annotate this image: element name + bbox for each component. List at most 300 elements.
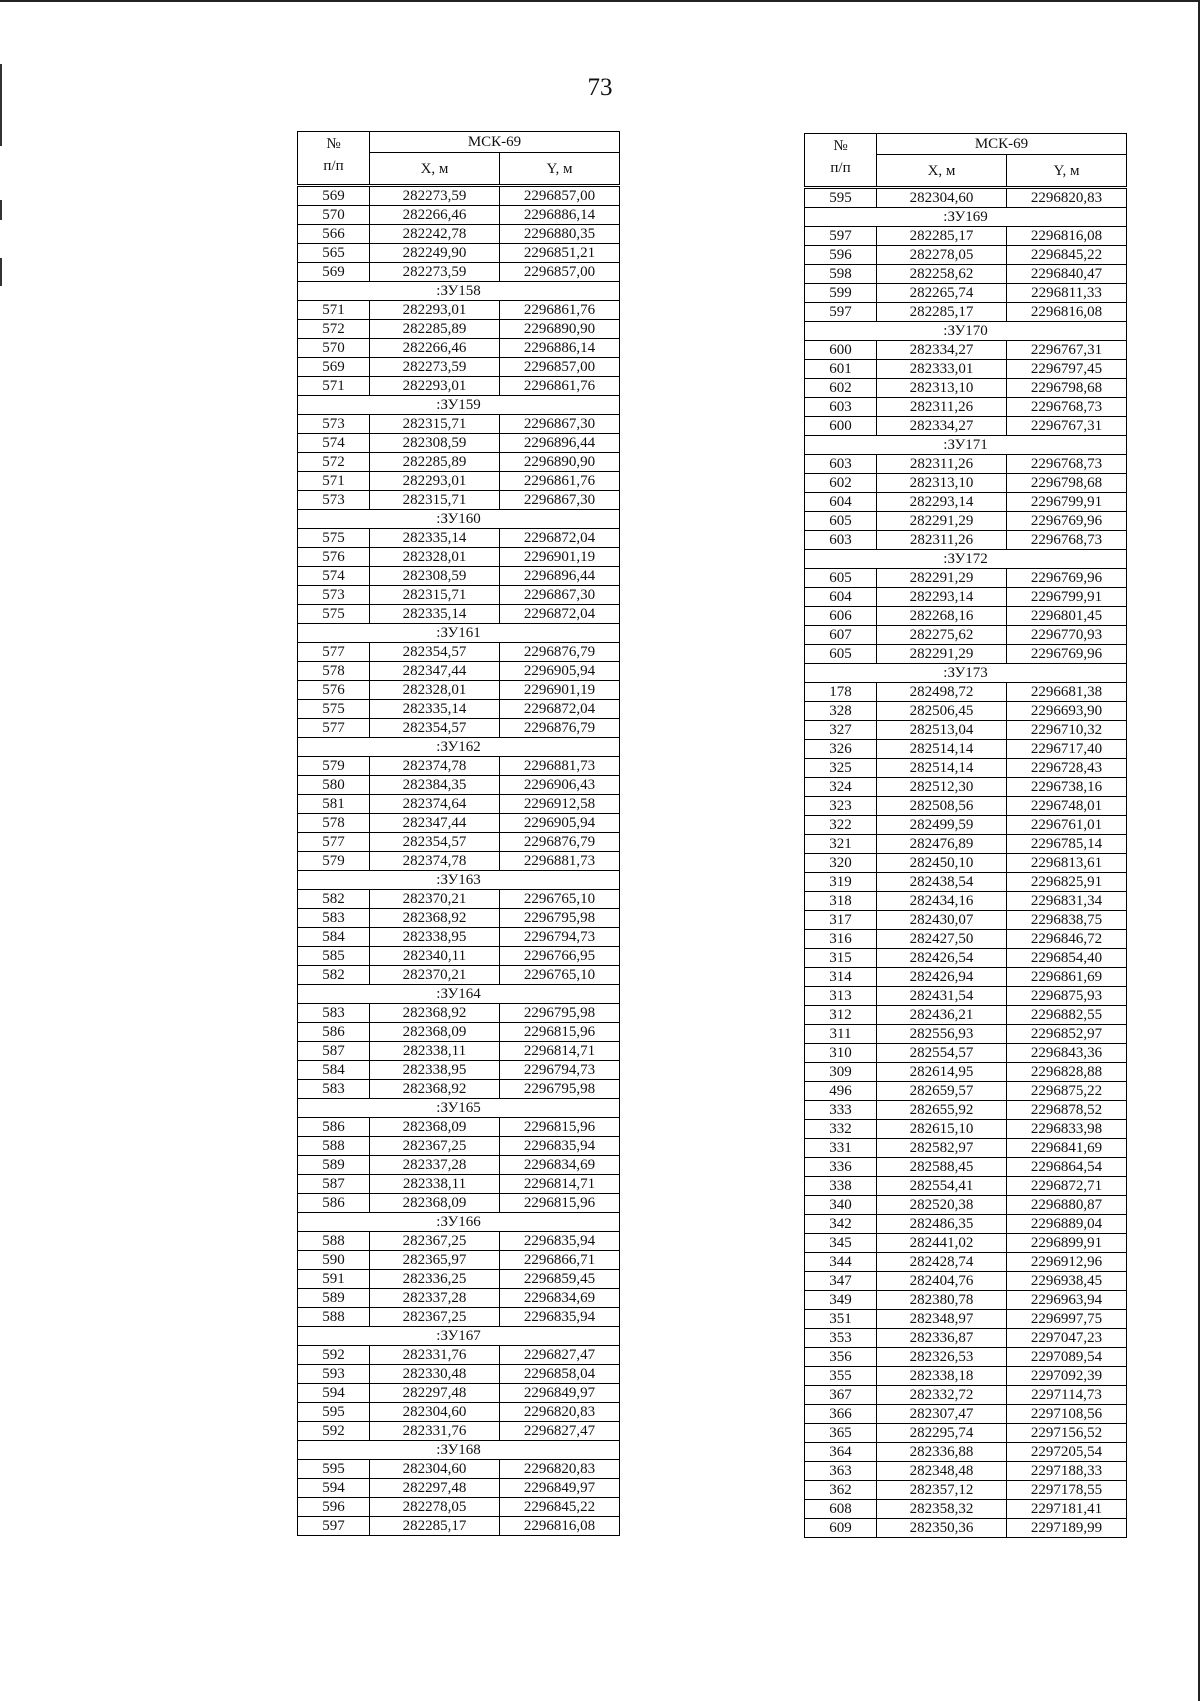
x-coordinate: 282334,27 bbox=[877, 341, 1007, 360]
header-x: X, м bbox=[877, 155, 1007, 188]
point-number: 588 bbox=[298, 1232, 370, 1251]
table-row bbox=[805, 1291, 1127, 1310]
table-row bbox=[298, 1156, 620, 1175]
x-coordinate: 282367,25 bbox=[370, 1137, 500, 1156]
point-number: 336 bbox=[805, 1158, 877, 1177]
y-coordinate: 2296905,94 bbox=[500, 814, 620, 833]
x-coordinate: 282374,78 bbox=[370, 757, 500, 776]
y-coordinate: 2296859,45 bbox=[500, 1270, 620, 1289]
x-coordinate: 282293,14 bbox=[877, 588, 1007, 607]
point-number: 603 bbox=[805, 531, 877, 550]
table-row bbox=[805, 1215, 1127, 1234]
point-number: 596 bbox=[805, 246, 877, 265]
x-coordinate: 282554,57 bbox=[877, 1044, 1007, 1063]
table-row bbox=[805, 1329, 1127, 1348]
x-coordinate: 282368,09 bbox=[370, 1194, 500, 1213]
point-number: 577 bbox=[298, 833, 370, 852]
point-number: 592 bbox=[298, 1422, 370, 1441]
header-x: X, м bbox=[370, 153, 500, 186]
table-row bbox=[805, 721, 1127, 740]
x-coordinate: 282588,45 bbox=[877, 1158, 1007, 1177]
group-label: :ЗУ170 bbox=[805, 322, 1127, 341]
point-number: 332 bbox=[805, 1120, 877, 1139]
y-coordinate: 2296820,83 bbox=[500, 1460, 620, 1479]
point-number: 589 bbox=[298, 1289, 370, 1308]
point-number: 340 bbox=[805, 1196, 877, 1215]
point-number: 584 bbox=[298, 1061, 370, 1080]
point-number: 608 bbox=[805, 1500, 877, 1519]
table-row bbox=[298, 320, 620, 339]
table-row bbox=[805, 1044, 1127, 1063]
point-number: 178 bbox=[805, 683, 877, 702]
x-coordinate: 282304,60 bbox=[370, 1460, 500, 1479]
x-coordinate: 282428,74 bbox=[877, 1253, 1007, 1272]
table-row bbox=[805, 892, 1127, 911]
x-coordinate: 282308,59 bbox=[370, 434, 500, 453]
point-number: 588 bbox=[298, 1308, 370, 1327]
table-row bbox=[298, 1061, 620, 1080]
point-number: 600 bbox=[805, 341, 877, 360]
x-coordinate: 282374,78 bbox=[370, 852, 500, 871]
coordinates-table-right bbox=[804, 133, 1127, 1538]
y-coordinate: 2296857,00 bbox=[500, 263, 620, 282]
point-number: 585 bbox=[298, 947, 370, 966]
y-coordinate: 2297089,54 bbox=[1007, 1348, 1127, 1367]
point-number: 591 bbox=[298, 1270, 370, 1289]
point-number: 582 bbox=[298, 890, 370, 909]
x-coordinate: 282498,72 bbox=[877, 683, 1007, 702]
y-coordinate: 2296938,45 bbox=[1007, 1272, 1127, 1291]
point-number: 603 bbox=[805, 398, 877, 417]
x-coordinate: 282285,17 bbox=[877, 303, 1007, 322]
table-row bbox=[805, 588, 1127, 607]
point-number: 576 bbox=[298, 548, 370, 567]
x-coordinate: 282293,14 bbox=[877, 493, 1007, 512]
group-row bbox=[298, 282, 620, 301]
y-coordinate: 2296813,61 bbox=[1007, 854, 1127, 873]
table-row bbox=[298, 434, 620, 453]
x-coordinate: 282520,38 bbox=[877, 1196, 1007, 1215]
table-row bbox=[805, 740, 1127, 759]
table-row bbox=[805, 1386, 1127, 1405]
y-coordinate: 2296831,34 bbox=[1007, 892, 1127, 911]
point-number: 595 bbox=[298, 1403, 370, 1422]
table-row bbox=[805, 1063, 1127, 1082]
x-coordinate: 282326,53 bbox=[877, 1348, 1007, 1367]
x-coordinate: 282506,45 bbox=[877, 702, 1007, 721]
table-row bbox=[298, 1194, 620, 1213]
x-coordinate: 282242,78 bbox=[370, 225, 500, 244]
point-number: 605 bbox=[805, 645, 877, 664]
point-number: 367 bbox=[805, 1386, 877, 1405]
x-coordinate: 282331,76 bbox=[370, 1346, 500, 1365]
group-row bbox=[805, 550, 1127, 569]
x-coordinate: 282291,29 bbox=[877, 512, 1007, 531]
x-coordinate: 282331,76 bbox=[370, 1422, 500, 1441]
group-label: :ЗУ161 bbox=[298, 624, 620, 643]
y-coordinate: 2296838,75 bbox=[1007, 911, 1127, 930]
table-row bbox=[805, 379, 1127, 398]
x-coordinate: 282308,59 bbox=[370, 567, 500, 586]
x-coordinate: 282513,04 bbox=[877, 721, 1007, 740]
y-coordinate: 2296794,73 bbox=[500, 928, 620, 947]
x-coordinate: 282249,90 bbox=[370, 244, 500, 263]
group-label: :ЗУ166 bbox=[298, 1213, 620, 1232]
y-coordinate: 2296769,96 bbox=[1007, 512, 1127, 531]
point-number: 327 bbox=[805, 721, 877, 740]
point-number: 338 bbox=[805, 1177, 877, 1196]
table-row bbox=[298, 548, 620, 567]
table-row bbox=[805, 1120, 1127, 1139]
y-coordinate: 2296881,73 bbox=[500, 757, 620, 776]
table-row bbox=[298, 1403, 620, 1422]
x-coordinate: 282337,28 bbox=[370, 1156, 500, 1175]
y-coordinate: 2296880,35 bbox=[500, 225, 620, 244]
x-coordinate: 282354,57 bbox=[370, 643, 500, 662]
y-coordinate: 2297181,41 bbox=[1007, 1500, 1127, 1519]
table-row bbox=[298, 719, 620, 738]
y-coordinate: 2296858,04 bbox=[500, 1365, 620, 1384]
y-coordinate: 2296861,76 bbox=[500, 377, 620, 396]
y-coordinate: 2296875,93 bbox=[1007, 987, 1127, 1006]
y-coordinate: 2296766,95 bbox=[500, 947, 620, 966]
x-coordinate: 282338,95 bbox=[370, 928, 500, 947]
group-row bbox=[805, 208, 1127, 227]
table-row bbox=[805, 1443, 1127, 1462]
y-coordinate: 2296769,96 bbox=[1007, 645, 1127, 664]
table-row bbox=[298, 852, 620, 871]
group-label: :ЗУ167 bbox=[298, 1327, 620, 1346]
y-coordinate: 2296872,04 bbox=[500, 700, 620, 719]
table-row bbox=[805, 1367, 1127, 1386]
x-coordinate: 282293,01 bbox=[370, 377, 500, 396]
point-number: 607 bbox=[805, 626, 877, 645]
y-coordinate: 2297189,99 bbox=[1007, 1519, 1127, 1538]
table-row bbox=[805, 227, 1127, 246]
x-coordinate: 282347,44 bbox=[370, 814, 500, 833]
point-number: 364 bbox=[805, 1443, 877, 1462]
table-body-right bbox=[805, 188, 1127, 1538]
group-row bbox=[298, 624, 620, 643]
y-coordinate: 2296761,01 bbox=[1007, 816, 1127, 835]
point-number: 356 bbox=[805, 1348, 877, 1367]
y-coordinate: 2296872,71 bbox=[1007, 1177, 1127, 1196]
x-coordinate: 282304,60 bbox=[877, 188, 1007, 208]
point-number: 597 bbox=[805, 303, 877, 322]
y-coordinate: 2296901,19 bbox=[500, 548, 620, 567]
x-coordinate: 282311,26 bbox=[877, 531, 1007, 550]
y-coordinate: 2296795,98 bbox=[500, 909, 620, 928]
table-row bbox=[805, 683, 1127, 702]
table-row bbox=[298, 358, 620, 377]
y-coordinate: 2296876,79 bbox=[500, 833, 620, 852]
point-number: 602 bbox=[805, 379, 877, 398]
x-coordinate: 282335,14 bbox=[370, 605, 500, 624]
x-coordinate: 282278,05 bbox=[370, 1498, 500, 1517]
table-row bbox=[805, 911, 1127, 930]
page-number: 73 bbox=[587, 74, 613, 101]
y-coordinate: 2296867,30 bbox=[500, 586, 620, 605]
group-label: :ЗУ163 bbox=[298, 871, 620, 890]
table-row bbox=[298, 567, 620, 586]
point-number: 583 bbox=[298, 909, 370, 928]
table-row bbox=[298, 1365, 620, 1384]
table-row bbox=[805, 949, 1127, 968]
y-coordinate: 2297108,56 bbox=[1007, 1405, 1127, 1424]
group-row bbox=[298, 738, 620, 757]
table-row bbox=[805, 493, 1127, 512]
point-number: 574 bbox=[298, 434, 370, 453]
y-coordinate: 2296849,97 bbox=[500, 1479, 620, 1498]
x-coordinate: 282430,07 bbox=[877, 911, 1007, 930]
table-row bbox=[805, 1253, 1127, 1272]
point-number: 324 bbox=[805, 778, 877, 797]
point-number: 342 bbox=[805, 1215, 877, 1234]
y-coordinate: 2296827,47 bbox=[500, 1346, 620, 1365]
x-coordinate: 282368,92 bbox=[370, 1004, 500, 1023]
point-number: 326 bbox=[805, 740, 877, 759]
group-row bbox=[298, 1213, 620, 1232]
group-label: :ЗУ158 bbox=[298, 282, 620, 301]
x-coordinate: 282380,78 bbox=[877, 1291, 1007, 1310]
y-coordinate: 2296861,69 bbox=[1007, 968, 1127, 987]
x-coordinate: 282335,14 bbox=[370, 700, 500, 719]
point-number: 569 bbox=[298, 358, 370, 377]
point-number: 317 bbox=[805, 911, 877, 930]
x-coordinate: 282367,25 bbox=[370, 1232, 500, 1251]
x-coordinate: 282426,94 bbox=[877, 968, 1007, 987]
table-row bbox=[805, 854, 1127, 873]
x-coordinate: 282328,01 bbox=[370, 681, 500, 700]
point-number: 601 bbox=[805, 360, 877, 379]
y-coordinate: 2296849,97 bbox=[500, 1384, 620, 1403]
table-row bbox=[298, 928, 620, 947]
point-number: 604 bbox=[805, 493, 877, 512]
group-label: :ЗУ171 bbox=[805, 436, 1127, 455]
y-coordinate: 2296801,45 bbox=[1007, 607, 1127, 626]
point-number: 583 bbox=[298, 1080, 370, 1099]
x-coordinate: 282368,09 bbox=[370, 1118, 500, 1137]
point-number: 595 bbox=[298, 1460, 370, 1479]
point-number: 328 bbox=[805, 702, 877, 721]
x-coordinate: 282434,16 bbox=[877, 892, 1007, 911]
point-number: 586 bbox=[298, 1023, 370, 1042]
x-coordinate: 282348,97 bbox=[877, 1310, 1007, 1329]
point-number: 574 bbox=[298, 567, 370, 586]
header-y: Y, м bbox=[500, 153, 620, 186]
table-row bbox=[805, 702, 1127, 721]
y-coordinate: 2296845,22 bbox=[1007, 246, 1127, 265]
table-row bbox=[298, 186, 620, 206]
table-row bbox=[298, 415, 620, 434]
table-row bbox=[298, 757, 620, 776]
point-number: 318 bbox=[805, 892, 877, 911]
x-coordinate: 282265,74 bbox=[877, 284, 1007, 303]
x-coordinate: 282499,59 bbox=[877, 816, 1007, 835]
x-coordinate: 282384,35 bbox=[370, 776, 500, 795]
table-row bbox=[805, 569, 1127, 588]
y-coordinate: 2296880,87 bbox=[1007, 1196, 1127, 1215]
table-row bbox=[298, 586, 620, 605]
group-row bbox=[298, 1099, 620, 1118]
y-coordinate: 2296769,96 bbox=[1007, 569, 1127, 588]
point-number: 323 bbox=[805, 797, 877, 816]
table-row bbox=[805, 778, 1127, 797]
group-row bbox=[298, 396, 620, 415]
point-number: 349 bbox=[805, 1291, 877, 1310]
y-coordinate: 2296815,96 bbox=[500, 1023, 620, 1042]
point-number: 597 bbox=[298, 1517, 370, 1536]
x-coordinate: 282313,10 bbox=[877, 474, 1007, 493]
table-row bbox=[805, 417, 1127, 436]
group-row bbox=[298, 510, 620, 529]
table-row bbox=[805, 645, 1127, 664]
x-coordinate: 282367,25 bbox=[370, 1308, 500, 1327]
x-coordinate: 282285,89 bbox=[370, 320, 500, 339]
x-coordinate: 282278,05 bbox=[877, 246, 1007, 265]
point-number: 581 bbox=[298, 795, 370, 814]
point-number: 565 bbox=[298, 244, 370, 263]
point-number: 353 bbox=[805, 1329, 877, 1348]
point-number: 314 bbox=[805, 968, 877, 987]
x-coordinate: 282438,54 bbox=[877, 873, 1007, 892]
table-row bbox=[298, 1251, 620, 1270]
table-row bbox=[298, 472, 620, 491]
point-number: 600 bbox=[805, 417, 877, 436]
y-coordinate: 2296882,55 bbox=[1007, 1006, 1127, 1025]
x-coordinate: 282291,29 bbox=[877, 645, 1007, 664]
x-coordinate: 282338,11 bbox=[370, 1175, 500, 1194]
point-number: 310 bbox=[805, 1044, 877, 1063]
y-coordinate: 2296861,76 bbox=[500, 301, 620, 320]
x-coordinate: 282275,62 bbox=[877, 626, 1007, 645]
point-number: 580 bbox=[298, 776, 370, 795]
point-number: 363 bbox=[805, 1462, 877, 1481]
point-number: 579 bbox=[298, 852, 370, 871]
table-row bbox=[298, 947, 620, 966]
point-number: 593 bbox=[298, 1365, 370, 1384]
y-coordinate: 2296770,93 bbox=[1007, 626, 1127, 645]
y-coordinate: 2296841,69 bbox=[1007, 1139, 1127, 1158]
y-coordinate: 2296835,94 bbox=[500, 1137, 620, 1156]
point-number: 313 bbox=[805, 987, 877, 1006]
y-coordinate: 2296906,43 bbox=[500, 776, 620, 795]
y-coordinate: 2296815,96 bbox=[500, 1194, 620, 1213]
x-coordinate: 282514,14 bbox=[877, 740, 1007, 759]
y-coordinate: 2297092,39 bbox=[1007, 1367, 1127, 1386]
x-coordinate: 282285,17 bbox=[370, 1517, 500, 1536]
table-row bbox=[805, 930, 1127, 949]
x-coordinate: 282659,57 bbox=[877, 1082, 1007, 1101]
point-number: 351 bbox=[805, 1310, 877, 1329]
table-row bbox=[805, 1462, 1127, 1481]
header-number: № п/п bbox=[298, 132, 370, 186]
x-coordinate: 282266,46 bbox=[370, 206, 500, 225]
table-row bbox=[298, 890, 620, 909]
x-coordinate: 282431,54 bbox=[877, 987, 1007, 1006]
x-coordinate: 282266,46 bbox=[370, 339, 500, 358]
table-row bbox=[805, 1082, 1127, 1101]
x-coordinate: 282311,26 bbox=[877, 455, 1007, 474]
point-number: 596 bbox=[298, 1498, 370, 1517]
point-number: 587 bbox=[298, 1042, 370, 1061]
group-label: :ЗУ165 bbox=[298, 1099, 620, 1118]
table-row bbox=[805, 1139, 1127, 1158]
group-row bbox=[805, 664, 1127, 683]
point-number: 572 bbox=[298, 453, 370, 472]
point-number: 571 bbox=[298, 377, 370, 396]
y-coordinate: 2296828,88 bbox=[1007, 1063, 1127, 1082]
point-number: 571 bbox=[298, 472, 370, 491]
group-row bbox=[805, 322, 1127, 341]
point-number: 578 bbox=[298, 814, 370, 833]
table-row bbox=[298, 377, 620, 396]
y-coordinate: 2296886,14 bbox=[500, 339, 620, 358]
y-coordinate: 2296997,75 bbox=[1007, 1310, 1127, 1329]
table-row bbox=[805, 341, 1127, 360]
table-row bbox=[805, 1310, 1127, 1329]
table-row bbox=[298, 1479, 620, 1498]
y-coordinate: 2296861,76 bbox=[500, 472, 620, 491]
table-body-left bbox=[298, 186, 620, 1536]
x-coordinate: 282268,16 bbox=[877, 607, 1007, 626]
table-row bbox=[805, 188, 1127, 208]
point-number: 316 bbox=[805, 930, 877, 949]
y-coordinate: 2296765,10 bbox=[500, 890, 620, 909]
point-number: 365 bbox=[805, 1424, 877, 1443]
point-number: 319 bbox=[805, 873, 877, 892]
x-coordinate: 282336,25 bbox=[370, 1270, 500, 1289]
table-row bbox=[298, 225, 620, 244]
table-row bbox=[805, 1424, 1127, 1443]
table-row bbox=[298, 453, 620, 472]
y-coordinate: 2296878,52 bbox=[1007, 1101, 1127, 1120]
x-coordinate: 282333,01 bbox=[877, 360, 1007, 379]
x-coordinate: 282614,95 bbox=[877, 1063, 1007, 1082]
point-number: 575 bbox=[298, 529, 370, 548]
x-coordinate: 282285,89 bbox=[370, 453, 500, 472]
point-number: 587 bbox=[298, 1175, 370, 1194]
y-coordinate: 2296785,14 bbox=[1007, 835, 1127, 854]
table-row bbox=[805, 626, 1127, 645]
table-row bbox=[298, 491, 620, 510]
group-label: :ЗУ168 bbox=[298, 1441, 620, 1460]
y-coordinate: 2296834,69 bbox=[500, 1289, 620, 1308]
y-coordinate: 2296857,00 bbox=[500, 358, 620, 377]
table-row bbox=[298, 700, 620, 719]
y-coordinate: 2296798,68 bbox=[1007, 379, 1127, 398]
y-coordinate: 2296866,71 bbox=[500, 1251, 620, 1270]
x-coordinate: 282368,09 bbox=[370, 1023, 500, 1042]
y-coordinate: 2296816,08 bbox=[500, 1517, 620, 1536]
y-coordinate: 2296889,04 bbox=[1007, 1215, 1127, 1234]
y-coordinate: 2296767,31 bbox=[1007, 417, 1127, 436]
y-coordinate: 2296846,72 bbox=[1007, 930, 1127, 949]
group-row bbox=[805, 436, 1127, 455]
table-row bbox=[298, 1384, 620, 1403]
x-coordinate: 282512,30 bbox=[877, 778, 1007, 797]
y-coordinate: 2296833,98 bbox=[1007, 1120, 1127, 1139]
header-coordinate-system: МСК-69 bbox=[877, 134, 1127, 155]
point-number: 584 bbox=[298, 928, 370, 947]
y-coordinate: 2296827,47 bbox=[500, 1422, 620, 1441]
y-coordinate: 2296845,22 bbox=[500, 1498, 620, 1517]
point-number: 569 bbox=[298, 263, 370, 282]
coordinates-table-left bbox=[297, 131, 620, 1536]
y-coordinate: 2296843,36 bbox=[1007, 1044, 1127, 1063]
table-row bbox=[298, 1042, 620, 1061]
point-number: 603 bbox=[805, 455, 877, 474]
